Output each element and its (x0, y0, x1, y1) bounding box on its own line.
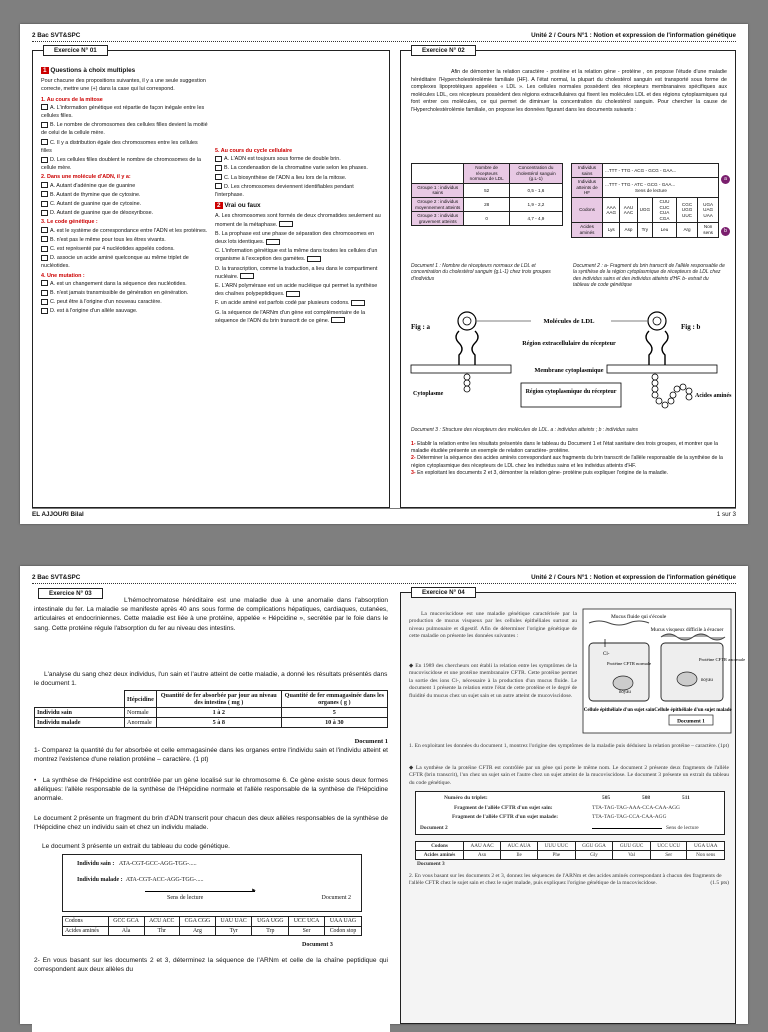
question-2-options (41, 182, 209, 218)
checkbox[interactable] (215, 174, 222, 180)
table-header: Quantité de fer absorbée par jour au niveau des intestins ( mg ) (156, 691, 281, 708)
document-1-caption: Document 1 : Nombre de récepteurs normaux de LDL et concentration du cholestérol sanguin (g.L-1) chez trois groupes d'individus (411, 263, 551, 282)
sequence-healthy: ...TTT - TTG - ACG - GCG - GAA... (603, 164, 719, 178)
header-unit: Unité 2 / Cours N°1 : Notion et expression de l'information génétique (531, 574, 736, 581)
row-label: Individus atteints de HF (572, 178, 603, 198)
true-false-items (215, 212, 383, 325)
table-header: Concentration du cholestérol sanguin (g.L-1) (509, 164, 562, 184)
tf-item[interactable]: D. la transcription, comme la traduction, a lieu dans le compartiment nucléaire. (215, 265, 378, 280)
row-label: Individus sains (572, 164, 603, 178)
nucleus-sick (677, 672, 697, 686)
question: 2- Déterminer la séquence des acides aminés correspondant aux fragments du brin transcrit de l'allèle responsable de la synthèse de la région cytoplasmique des récepteurs de LDL chez les individus sains et les individus atteints d'HF. (411, 455, 723, 469)
ex4-intro: La mucoviscidose est une maladie génétique caractérisée par la production de mucus visqueux par les cellules épithéliales surtout au niveau pulmonaire et digestif. Afin de déterminer l'origine génétique de cette maladie on présente les données suivantes : (409, 611, 577, 640)
receptor-diagram (411, 303, 732, 423)
question-2-title: 2. Dans une molécule d'ADN, il y a: (41, 174, 131, 181)
header-unit: Unité 2 / Cours N°1 : Notion et expression de l'information génétique (531, 32, 736, 39)
exercise-2 (400, 47, 736, 508)
triplet-508: 508 (642, 795, 651, 801)
checkbox[interactable] (215, 183, 222, 189)
reading-direction-label: Sens de lecture (666, 825, 699, 831)
amino-acid-chain-b (652, 374, 692, 408)
tf-item[interactable]: G. la séquence de l'ARNm d'un gène est complémentaire de la séquence de l'ADN du brin transcrit de ce gène. (215, 309, 366, 324)
checkbox[interactable] (41, 246, 48, 252)
healthy-fragment: Fragment de l'allèle CFTR d'un sujet sain: (454, 805, 553, 811)
membrane-b (607, 365, 717, 373)
option[interactable]: A. L'information génétique est répartie de façon inégale entre les cellules filles. (41, 104, 205, 120)
ldl-molecule-a (458, 312, 476, 330)
checkbox[interactable] (41, 255, 48, 261)
fig-b-label: Fig : b (681, 323, 701, 331)
exercise-4-title: Exercice N° 04 (411, 587, 476, 598)
badge-a: a (721, 175, 730, 184)
healthy-cell-label: Cellule épithéliale d'un sujet sain (583, 708, 655, 713)
checkbox[interactable] (41, 201, 48, 207)
amino-acid-chain-a (464, 374, 470, 392)
answer-box[interactable] (240, 273, 254, 279)
footer-author: EL AJJOURI Bilal (32, 511, 84, 518)
section-number: 2 (217, 202, 221, 210)
triplet-number-label: Numéro du triplet: (444, 795, 488, 801)
ex3-paragraph-3: Le document 2 présente un fragment du brin d'ADN transcrit pour chacun des deux allèles responsables de la synthèse de l'Hépcidine chez un individu sain et chez un individu malade. (34, 815, 388, 832)
answer-box[interactable] (266, 239, 280, 245)
normal-protein-label: Protéine CFTR normale (607, 661, 652, 666)
reading-direction-label: Sens de lecture (635, 187, 667, 193)
checkbox[interactable] (41, 182, 48, 188)
page-header (32, 574, 736, 584)
table-row-label: Groupe 3 : individus gravement atteints (412, 212, 464, 226)
table-row: Individu sain Normale 1 à 2 5 (35, 708, 388, 718)
ldl-label: Molécules de LDL (543, 318, 595, 325)
ex4-question-1: 1. En exploitant les données du document 1, montrez l'origine des symptômes de la maladie puis déduisez la relation protéine – caractère. (1pt) (409, 743, 729, 749)
mucus-diagram (583, 609, 746, 737)
points: (1pt) (718, 743, 729, 749)
ex2-questions (411, 441, 727, 477)
document-2-box (415, 791, 725, 835)
document-3-label: Document 3 (302, 942, 333, 948)
tf-item[interactable]: F. un acide aminé est parfois codé par plusieurs codons. (215, 299, 383, 307)
document-1-label: Document 1 (354, 738, 388, 745)
page-1 (20, 24, 748, 524)
document-2-caption: Document 2 : a- Fragment du brin transcrit de l'allèle responsable de la synthèse de la région cytoplasmique de récepteurs de LDL chez des individus sains et des individus atteints d'HF. b- extrait du tableau de code génétique (573, 263, 725, 289)
receptor-extracellular-a (456, 331, 462, 365)
page-number: 1 sur 3 (716, 511, 736, 518)
tf-item[interactable]: A. Les chromosomes sont formés de deux chromatides seulement au moment de la métaphase. (215, 213, 381, 228)
checkbox[interactable] (41, 280, 48, 286)
qcm-instructions: Pour chacune des propositions suivantes, il y a une seule suggestion correcte, mettre une (+) dans la case qui lui correspond. (41, 78, 206, 93)
option[interactable]: D. Autant de guanine que de désoxyribose. (41, 209, 209, 217)
checkbox[interactable] (41, 210, 48, 216)
checkbox[interactable] (41, 227, 48, 233)
reading-direction-label: Sens de lecture (167, 895, 204, 901)
checkbox[interactable] (41, 139, 48, 145)
option[interactable]: C. est représenté par 4 nucléotides appelés codons. (41, 245, 209, 253)
sick-fragment: Fragment de l'allèle CFTR d'un sujet malade: (452, 814, 559, 820)
page-footer (32, 508, 736, 518)
points: (1.5 pts) (710, 880, 729, 887)
cytoplasmic-region-box (521, 383, 621, 407)
ex3-intro: L'hémochromatose héréditaire est une maladie due à une anomalie dans l'absorption intestinale du fer. La maladie se manifeste après 40 ans sous forme de complications hépatiques, cardiaques, cutanées, articulaires et endocriniennes. Cette maladie est liée à une protéine, appelée « Hépcidine », secrétée par le foie dans le sang. Cette protéine régule l'absorption du fer au niveau des intestins. (34, 597, 388, 632)
checkbox[interactable] (41, 236, 48, 242)
row-label: Acides aminés (572, 223, 603, 237)
checkbox[interactable] (41, 157, 48, 163)
option[interactable]: B. Le nombre de chromosomes des cellules filles devient la moitié de celui de la cellule mère. (41, 122, 208, 137)
option[interactable]: B. n'est jamais transmissible de génération en génération. (41, 289, 209, 297)
question-3-title: 3. Le code génétique : (41, 219, 98, 226)
table-row: Individu malade Anormale 5 à 8 10 à 30 (35, 718, 388, 728)
ex3-question-2: 2- En vous basant sur les documents 2 et 3, déterminez la séquence de l'ARNm et celle de la chaîne peptidique qui correspondent aux deux allèles du (34, 957, 388, 974)
document-3-table: Codons GCC GCA ACU ACC CGA CGG UAU UAC UGA UGG UCC UCA UAA UAG Acides aminés Ala Thr Arg Tyr Trp Ser Codon stop (62, 916, 362, 936)
checkbox[interactable] (215, 156, 222, 162)
qcm-heading (41, 67, 209, 75)
vf-heading (215, 202, 383, 210)
document-1-table: Nombre de récepteurs normaux de LDL Concentration du cholestérol sanguin (g.L-1) Groupe 1 : individus sains 52 0,5 - 1,6 Groupe 2 : individus moyennement atteints 28 1,9 - 2,2 Groupe 3 : individus gravement atteints 0 4,7 - 4,9 (411, 163, 563, 226)
receptor-extracellular-b (646, 331, 652, 365)
question-1-options (41, 104, 209, 173)
page-header (32, 32, 736, 42)
ex3-intro-2: L'analyse du sang chez deux individus, l'un sain et l'autre atteint de cette maladie, a donné les résultats présentés dans le document 1. (34, 671, 388, 688)
badge-b: b (721, 227, 730, 236)
option[interactable]: C. Autant de guanine que de cytosine. (41, 200, 209, 208)
document-2-table: Individus sains ...TTT - TTG - ACG - GCG - GAA... Individus atteints de HF ...TTT - TTG - ATC - GCG - GAA... Sens de lecture Codons AAA AAG AAU AAC UGG CUU CUC CUA CGA CGC UGG UUC UGA UAG UAA Acides aminés Lys Asp Try Leu Arg Non sens (571, 163, 719, 238)
checkbox[interactable] (41, 104, 48, 110)
checkbox[interactable] (41, 191, 48, 197)
fluid-mucus-label: Mucus fluide qui s'écoule (611, 614, 667, 620)
triplet-505: 505 (602, 795, 611, 801)
table-header: Quantité de fer emmagasinée dans les organes ( g ) (281, 691, 387, 708)
membrane-label: Membrane cytoplasmique (534, 367, 604, 374)
header-class: 2 Bac SVT&SPC (32, 574, 81, 581)
option[interactable]: B. n'est pas le même pour tous les êtres vivants. (41, 236, 209, 244)
reading-direction-arrow (145, 891, 255, 892)
checkbox[interactable] (41, 299, 48, 305)
option[interactable]: C. peut être à l'origine d'un nouveau caractère. (41, 298, 209, 306)
answer-box[interactable] (351, 300, 365, 306)
ex4-bullet: ◆ En 1989 des chercheurs ont établi la relation entre les symptômes de la mucoviscidose et une protéine membranaire CFTR. Cette protéine permet la sortie des ions Cl-, nécessaire à la production d'un mucus fluide. Le document 1 présente la relation entre l'état de cette protéine et le degré de fluidité du mucus chez un sujet sain et un autre atteint de mucoviscidose. (409, 663, 578, 699)
document-2-label: Document 2 (420, 825, 448, 831)
nucleus-healthy (613, 676, 633, 690)
exercise-1-title: Exercice N° 01 (43, 45, 108, 56)
reading-direction-arrow (592, 828, 662, 829)
sequence-hf: ...TTT - TTG - ATC - GCG - GAA... Sens de lecture (603, 178, 719, 198)
exercise-1 (32, 47, 390, 508)
ex1-right-column (215, 147, 383, 326)
option[interactable]: C. La biosynthèse de l'ADN a lieu lors de la mitose. (215, 174, 383, 182)
exercise-4 (400, 589, 746, 1024)
chloride-label: Cl- (603, 652, 610, 657)
tf-item[interactable]: E. L'ARN polymérase est un acide nucléique qui permet la synthèse des chaînes polypeptidiques. (215, 283, 378, 298)
question-1-title: 1. Au cours de la mitose (41, 96, 103, 103)
option[interactable]: B. La condensation de la chromatine varie selon les phases. (215, 164, 383, 172)
ex3-question-1: 1- Comparez la quantité du fer absorbée et celle emmagasinée dans les organes entre l'individu sain et l'individu atteint et montrez l'existence d'une relation protéine – caractère. (1 pt) (34, 747, 388, 764)
document-2-box (62, 854, 362, 912)
answer-box[interactable] (279, 221, 293, 227)
row-label: Codons (572, 197, 603, 222)
checkbox[interactable] (215, 165, 222, 171)
section-number: 1 (43, 67, 47, 74)
answer-box[interactable] (286, 291, 300, 297)
membrane-a (411, 365, 511, 373)
option[interactable]: D. Les chromosomes deviennent identifiables pendant l'interphase. (215, 183, 354, 199)
page-2 (20, 566, 748, 1024)
table-header: Hépcidine (125, 691, 157, 708)
option[interactable]: C. Il y a distribution égale des chromosomes entre les cellules filles (41, 139, 198, 154)
option[interactable]: D. Les cellules filles doublent le nombre de chromosomes de la cellule mère. (41, 157, 202, 172)
document-1-label: Document 1 (677, 718, 705, 725)
question: 1- Etablir la relation entre les résultats présentés dans le tableau du Document 1 et l'état sanitaire des trois groupes, et montrer que la maladie étudiée présente un exemple de relation caractère- protéine. (411, 441, 718, 455)
ex4-question-2: 2. En vous basant sur les documents 2 et 3, donnez les séquences de l'ARNm et des acides aminés correspondant à chacun des fragments de l'allèle CFTR chez le sujet sain et chez le sujet malade, puis expliquez l'origine génétique de la mucoviscidose. (1.5 pts) (409, 873, 729, 887)
document-3-caption: Document 3 : Structure des récepteurs des molécules de LDL. a : individus atteints ; b : individus sains (411, 427, 639, 433)
extracellular-region-label: Région extracellulaire du récepteur (522, 340, 616, 347)
document-3-label: Document 3 (417, 861, 445, 867)
document-2-label: Document 2 (321, 895, 351, 901)
fig-a-label: Fig : a (411, 323, 431, 331)
table-row-label: Groupe 2 : individus moyennement atteints (412, 197, 464, 211)
option[interactable]: D. est à l'origine d'un allèle sauvage. (41, 307, 209, 315)
amino-acids-label: Acides aminés (695, 393, 732, 399)
checkbox[interactable] (41, 308, 48, 314)
tf-item[interactable]: C. L'information génétique est la même dans toutes les cellules d'un organisme à l'exception des gamètes. (215, 248, 378, 263)
exercise-2-title: Exercice N° 02 (411, 45, 476, 56)
table-row-label: Groupe 1 : individus sains (412, 183, 464, 197)
question: 3- En exploitant les documents 2 et 3, démontrer la relation gène- protéine puis expliquer l'origine de la maladie. (411, 469, 669, 476)
option[interactable]: B. Autant de thymine que de cytosine. (41, 191, 209, 199)
question-5-options (215, 155, 383, 199)
sick-sequence: Individu malade : ATA-CGT-ACC-AGG-TGG-..... (77, 877, 204, 883)
nucleus-label: noyau (701, 678, 713, 683)
ex4-paragraph-2: ◆ La synthèse de la protéine CFTR est contrôlée par un gène qui porte le même nom. Le document 2 présente deux fragments de l'allèle CFTR (brin transcrit), l'un chez un sujet sain et l'autre chez un sujet atteint de la mucoviscidose. Le document 3 présente un extrait du tableau du code génétique. (409, 765, 729, 786)
sick-sequence: TTA-TAG-TAG-CCA-CAA-AGG (592, 814, 667, 820)
checkbox[interactable] (41, 290, 48, 296)
question-4-options (41, 280, 209, 316)
ex3-paragraph-2: • La synthèse de l'Hépcidine est contrôlée par un gène localisé sur le chromosome 6. Ce gène existe sous deux formes alléliques: l'allèle responsable de la synthèse de l'Hépcidine normale et l'allèle responsable de la synthèse de l'Hépcidine anormale. (34, 777, 388, 803)
document-1-table (34, 690, 388, 728)
healthy-sequence: Individu sain : ATA-CGT-GCC-AGG-TGG-..... (77, 861, 197, 867)
ldl-molecule-b (648, 312, 666, 330)
exercise-3-title: Exercice N° 03 (38, 588, 103, 599)
document-3-table: Codons AAU AAC AUC AUA UUU UUC GGU GGA GUU GUC UCC UCU UGA UAA Acides aminés Asn Ile Phe Gly Val Ser Non sens (415, 841, 725, 860)
option[interactable]: A. est le système de correspondance entre l'ADN et les protéines. (41, 227, 209, 235)
receptor-extracellular-b (662, 331, 668, 365)
ex2-intro: Afin de démontrer la relation caractère - protéine et la relation gène - protéine , on propose l'étude d'une maladie héréditaire l'Hypercholestérolémie familiale (HF). A l'état normal, la plupart du cholestérol sanguin est transporté sous forme de complexes lipoprotéiques appelées « LDL ». Les cellules normales possèdent des récepteurs membranaires spécifiques aux molécules LDL, ces récepteurs possèdent des régions extracellulaires qui fixent les molécules LDL et des régions cytoplasmiques qui font entrer ces molécules, ce qui permet de diminuer la concentration du cholestérol sanguin. Pour chercher la cause de l'Hypercholestérolémie familiale, on propose les données figurant dans les documents suivants : (411, 69, 727, 113)
question-5-title: 5. Au cours du cycle cellulaire (215, 148, 293, 154)
option[interactable]: D. associe un acide aminé quelconque au même triplet de nucléotides. (41, 255, 189, 270)
ex3-paragraph-4: Le document 3 présente un extrait du tableau du code génétique. (42, 843, 230, 850)
sick-cell-label: Cellule épithéliale d'un sujet malade (654, 708, 732, 713)
healthy-sequence: TTA-TAG-TAG-AAA-CCA-CAA-AGG (592, 805, 680, 811)
answer-box[interactable] (307, 256, 321, 262)
answer-box[interactable] (331, 317, 345, 323)
cytoplasm-label: Cytoplasme (413, 391, 444, 397)
exercise-3 (32, 592, 390, 1032)
tf-item[interactable]: B. La prophase est une phase de séparation des chromosomes en deux lots identiques. (215, 230, 375, 246)
cytoplasmic-region-label: Région cytoplasmique du récepteur (525, 389, 617, 395)
table-header: Nombre de récepteurs normaux de LDL (464, 164, 509, 184)
receptor-extracellular-a (472, 331, 478, 365)
sick-cell (661, 643, 723, 701)
ex1-left-column (41, 67, 209, 317)
triplet-511: 511 (682, 795, 690, 801)
section-title: Vrai ou faux (224, 202, 261, 210)
option[interactable]: A. Autant d'adénine que de guanine (41, 182, 209, 190)
header-class: 2 Bac SVT&SPC (32, 32, 81, 39)
arrow-head: ► (251, 888, 257, 894)
abnormal-protein-label: Protéine CFTR anormale (699, 657, 746, 662)
checkbox[interactable] (41, 122, 48, 128)
nucleus-label: noyau (619, 690, 631, 695)
option[interactable]: A. L'ADN est toujours sous forme de double brin. (215, 155, 383, 163)
question-4-title: 4. Une mutation : (41, 272, 85, 279)
question-3-options (41, 227, 209, 271)
viscous-mucus-label: Mucus visqueux difficile à évacuer (650, 627, 724, 633)
option[interactable]: A. est un changement dans la séquence des nucléotides. (41, 280, 209, 288)
section-title: Questions à choix multiples (50, 67, 136, 74)
